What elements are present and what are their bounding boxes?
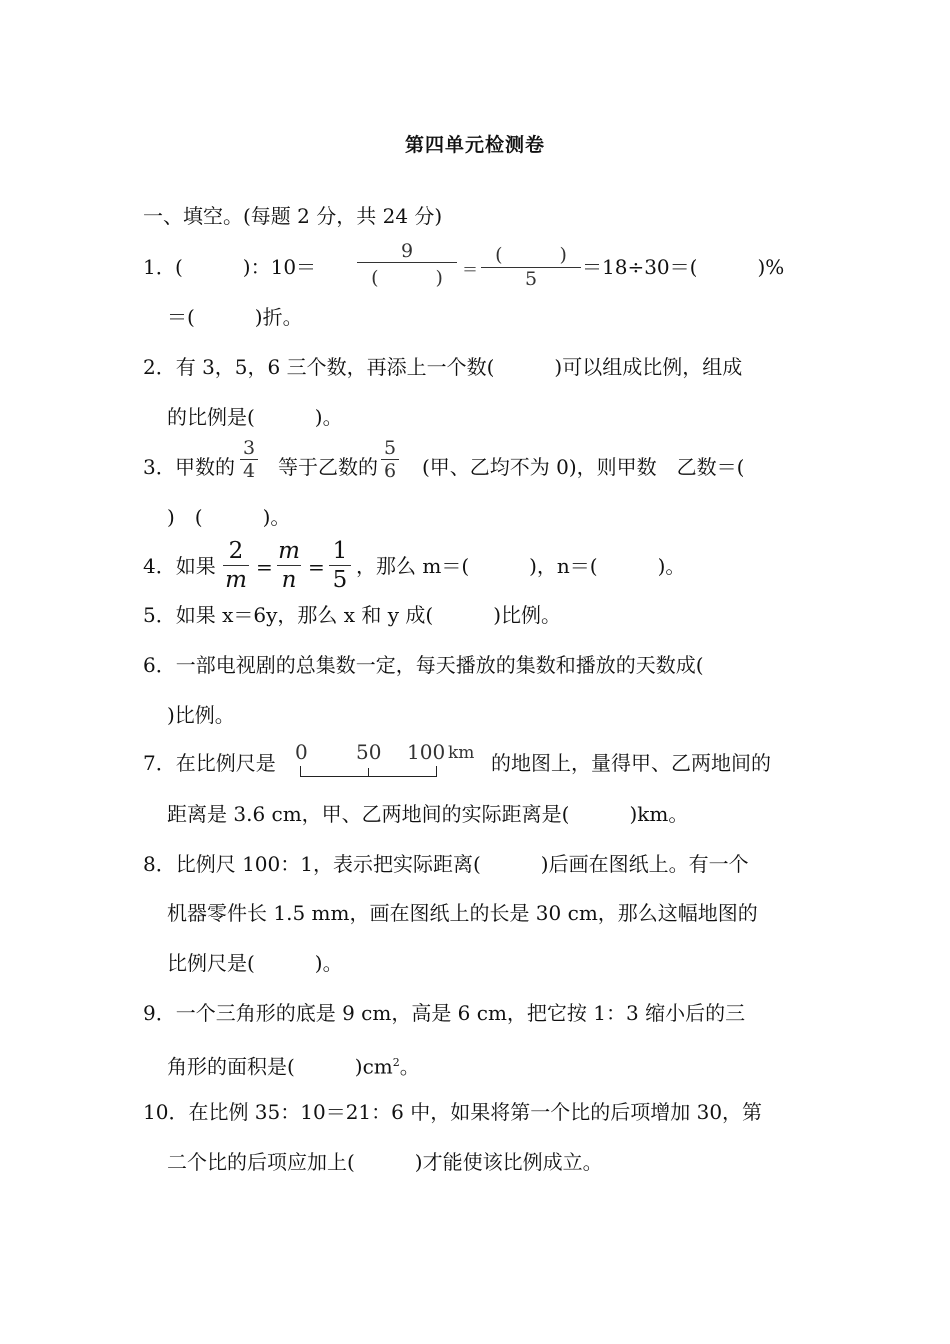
q9-superscript: 2 bbox=[392, 1056, 400, 1069]
q3-text-3: (甲、乙均不为 0)，则甲数 乙数＝( bbox=[422, 455, 745, 479]
q8-line-2: 机器零件长 1.5 mm，画在图纸上的长是 30 cm，那么这幅地图的 bbox=[167, 901, 758, 925]
q1-fraction-2-numerator: ( ) bbox=[495, 244, 567, 266]
q4-fraction-2-numerator: m bbox=[278, 538, 300, 564]
q1-number: 1． bbox=[143, 255, 176, 279]
q8-line-1: 8．比例尺 100：1，表示把实际距离( )后画在图纸上。有一个 bbox=[143, 852, 749, 876]
q1-discount-blank: ＝( )折。 bbox=[167, 305, 303, 329]
q4-fraction-2-denominator: n bbox=[281, 567, 297, 593]
q4-text-1: 4．如果 bbox=[143, 554, 216, 578]
q1-blank-ratio: ( )：10＝ bbox=[175, 255, 317, 279]
q6-line-2: )比例。 bbox=[167, 703, 235, 727]
q7-line-2: 距离是 3.6 cm，甲、乙两地间的实际距离是( )km。 bbox=[167, 802, 689, 826]
q4-fraction-3 bbox=[329, 537, 351, 594]
q1-fraction-1-denominator: ( ) bbox=[371, 267, 443, 289]
q6-line-1: 6．一部电视剧的总集数一定，每天播放的集数和播放的天数成( bbox=[143, 653, 704, 677]
scale-tick-0 bbox=[300, 766, 301, 777]
scale-label-50: 50 bbox=[356, 740, 382, 764]
page-title: 第四单元检测卷 bbox=[404, 134, 545, 156]
q10-line-2: 二个比的后项应加上( )才能使该比例成立。 bbox=[167, 1150, 603, 1174]
q3-fraction-2-denominator: 6 bbox=[383, 460, 397, 482]
q4-text-2: ，那么 m＝( )，n＝( )。 bbox=[356, 554, 686, 578]
q9-line-1: 9．一个三角形的底是 9 cm，高是 6 cm，把它按 1：3 缩小后的三 bbox=[143, 1001, 746, 1025]
q3-fraction-2-numerator: 5 bbox=[383, 437, 397, 459]
q7-text-1: 7．在比例尺是 bbox=[143, 751, 276, 775]
scale-label-100: 100 bbox=[407, 740, 446, 764]
q8-line-3: 比例尺是( )。 bbox=[167, 951, 343, 975]
q1-equals: ＝ bbox=[462, 260, 479, 279]
q2-line-2: 的比例是( )。 bbox=[167, 405, 343, 429]
question-5: 5．如果 x＝6y，那么 x 和 y 成( )比例。 bbox=[143, 603, 561, 627]
q4-fraction-2 bbox=[277, 537, 301, 594]
q9-line-2-end: 。 bbox=[399, 1054, 420, 1079]
q9-line-2-text: 角形的面积是( )cm bbox=[167, 1054, 393, 1079]
q4-fraction-1-numerator: 2 bbox=[228, 538, 244, 564]
q4-equals-1: = bbox=[256, 555, 273, 579]
scale-label-0: 0 bbox=[295, 740, 308, 764]
q10-line-1: 10．在比例 35：10＝21：6 中，如果将第一个比的后项增加 30，第 bbox=[143, 1100, 763, 1124]
q1-fraction-1-numerator: 9 bbox=[400, 240, 414, 262]
q3-fraction-1-numerator: 3 bbox=[242, 437, 256, 459]
q3-fraction-2 bbox=[381, 437, 399, 482]
q7-text-2: 的地图上，量得甲、乙两地间的 bbox=[491, 751, 771, 775]
q4-fraction-3-numerator: 1 bbox=[332, 538, 348, 564]
q4-fraction-1 bbox=[223, 537, 249, 594]
scale-label-unit: km bbox=[448, 743, 475, 763]
q9-line-2 bbox=[167, 1049, 420, 1081]
q3-line-2: ) ( )。 bbox=[167, 505, 291, 529]
q3-number: 3． bbox=[143, 455, 176, 479]
scale-tick-50 bbox=[368, 768, 369, 777]
q1-fraction-2-denominator: 5 bbox=[524, 268, 538, 290]
q1-fraction-2 bbox=[481, 240, 581, 290]
q3-text-1: 甲数的 bbox=[175, 455, 235, 479]
q1-percent-blank: ＝18÷30＝( )% bbox=[582, 255, 785, 279]
q3-fraction-1 bbox=[240, 437, 258, 482]
q2-line-1: 2．有 3，5，6 三个数，再添上一个数( )可以组成比例，组成 bbox=[143, 355, 743, 379]
q4-fraction-3-denominator: 5 bbox=[332, 567, 348, 593]
q4-equals-2: = bbox=[308, 555, 325, 579]
q4-fraction-1-denominator: m bbox=[225, 567, 247, 593]
scale-tick-100 bbox=[436, 766, 437, 777]
section-heading: 一、填空。(每题 2 分，共 24 分) bbox=[143, 204, 443, 228]
q1-fraction-1 bbox=[357, 240, 457, 290]
q3-text-2: 等于乙数的 bbox=[278, 455, 378, 479]
q3-fraction-1-denominator: 4 bbox=[242, 460, 256, 482]
